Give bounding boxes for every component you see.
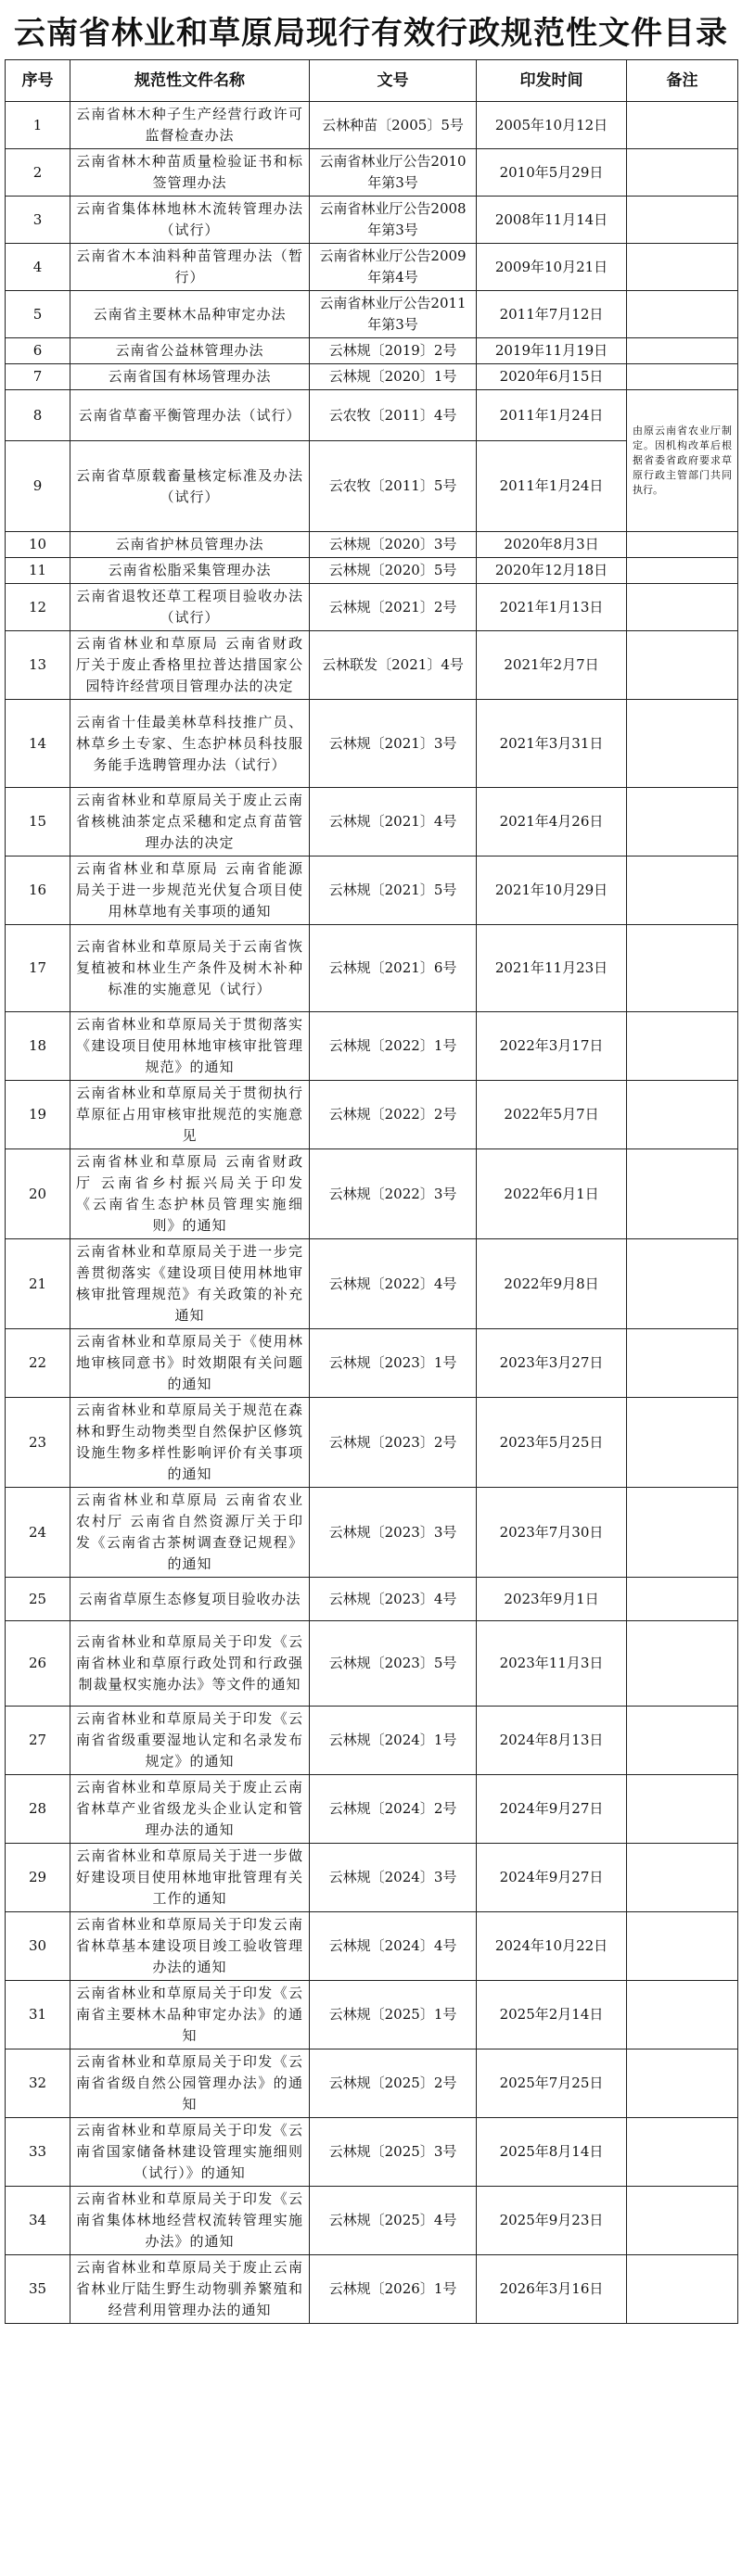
page-title: 云南省林业和草原局现行有效行政规范性文件目录 [14,14,728,52]
cell-issue-date: 2019年11月19日 [477,338,627,364]
cell-issue-date: 2026年3月16日 [477,2255,627,2324]
cell-seq: 2 [6,149,70,197]
cell-seq: 23 [6,1398,70,1488]
cell-name: 云南省主要林木品种审定办法 [70,291,310,338]
table-row [6,584,738,631]
cell-remark [627,857,738,925]
table-row [6,1012,738,1081]
cell-name: 云南省林业和草原局关于废止云南省核桃油茶定点采穗和定点育苗管理办法的决定 [70,788,310,857]
cell-doc-number: 云林规〔2021〕2号 [310,584,477,631]
cell-doc-number: 云农牧〔2011〕5号 [310,441,477,532]
cell-seq: 19 [6,1081,70,1149]
cell-doc-number: 云林规〔2022〕2号 [310,1081,477,1149]
table-row [6,1081,738,1149]
cell-name: 云南省林业和草原局关于印发《云南省主要林木品种审定办法》的通知 [70,1981,310,2049]
cell-seq: 22 [6,1329,70,1398]
cell-issue-date: 2025年8月14日 [477,2118,627,2187]
cell-issue-date: 2024年10月22日 [477,1912,627,1981]
cell-name: 云南省林业和草原局 云南省能源局关于进一步规范光伏复合项目使用林草地有关事项的通知 [70,857,310,925]
table-body [6,102,738,2324]
cell-doc-number: 云林规〔2021〕5号 [310,857,477,925]
cell-remark [627,102,738,149]
cell-name: 云南省集体林地林木流转管理办法（试行） [70,197,310,244]
cell-doc-number: 云林规〔2020〕1号 [310,364,477,390]
cell-seq: 26 [6,1621,70,1707]
cell-issue-date: 2008年11月14日 [477,197,627,244]
cell-issue-date: 2022年9月8日 [477,1239,627,1329]
cell-remark [627,532,738,558]
cell-issue-date: 2021年3月31日 [477,700,627,788]
cell-seq: 34 [6,2187,70,2255]
cell-doc-number: 云林规〔2025〕3号 [310,2118,477,2187]
cell-remark [627,364,738,390]
cell-remark [627,1707,738,1775]
cell-name: 云南省林业和草原局关于贯彻落实《建设项目使用林地审核审批管理规范》的通知 [70,1012,310,1081]
cell-remark [627,700,738,788]
table-row [6,291,738,338]
cell-name: 云南省十佳最美林草科技推广员、林草乡土专家、生态护林员科技服务能手选聘管理办法（试行） [70,700,310,788]
cell-issue-date: 2021年2月7日 [477,631,627,700]
cell-issue-date: 2020年6月15日 [477,364,627,390]
table-row [6,2049,738,2118]
cell-doc-number: 云南省林业厅公告2010年第3号 [310,149,477,197]
cell-seq: 11 [6,558,70,584]
cell-name: 云南省林业和草原局 云南省农业农村厅 云南省自然资源厅关于印发《云南省古茶树调查登记规程》的通知 [70,1488,310,1578]
cell-doc-number: 云林规〔2023〕2号 [310,1398,477,1488]
cell-seq: 8 [6,390,70,441]
cell-issue-date: 2011年7月12日 [477,291,627,338]
cell-doc-number: 云南省林业厅公告2008年第3号 [310,197,477,244]
cell-name: 云南省林业和草原局关于印发《云南省国家储备林建设管理实施细则（试行）》的通知 [70,2118,310,2187]
cell-seq: 17 [6,925,70,1012]
cell-remark [627,2049,738,2118]
cell-name: 云南省护林员管理办法 [70,532,310,558]
cell-doc-number: 云林规〔2024〕2号 [310,1775,477,1844]
cell-name: 云南省林业和草原局关于《使用林地审核同意书》时效期限有关问题的通知 [70,1329,310,1398]
table-row [6,1912,738,1981]
cell-doc-number: 云林规〔2023〕5号 [310,1621,477,1707]
cell-issue-date: 2009年10月21日 [477,244,627,291]
cell-seq: 33 [6,2118,70,2187]
cell-seq: 25 [6,1578,70,1621]
cell-seq: 12 [6,584,70,631]
cell-remark [627,1398,738,1488]
cell-seq: 4 [6,244,70,291]
cell-doc-number: 云农牧〔2011〕4号 [310,390,477,441]
cell-name: 云南省林业和草原局关于印发《云南省林业和草原行政处罚和行政强制裁量权实施办法》等文件的通知 [70,1621,310,1707]
cell-seq: 21 [6,1239,70,1329]
cell-issue-date: 2023年11月3日 [477,1621,627,1707]
cell-doc-number: 云林联发〔2021〕4号 [310,631,477,700]
cell-issue-date: 2020年12月18日 [477,558,627,584]
cell-seq: 35 [6,2255,70,2324]
cell-doc-number: 云林规〔2021〕6号 [310,925,477,1012]
cell-name: 云南省草原生态修复项目验收办法 [70,1578,310,1621]
header-issue-date: 印发时间 [477,60,627,102]
cell-name: 云南省林业和草原局关于进一步做好建设项目使用林地审批管理有关工作的通知 [70,1844,310,1912]
cell-remark [627,1012,738,1081]
table-header-row [6,60,738,102]
cell-issue-date: 2022年3月17日 [477,1012,627,1081]
cell-issue-date: 2023年9月1日 [477,1578,627,1621]
table-row [6,700,738,788]
table-row [6,558,738,584]
cell-remark [627,1488,738,1578]
cell-remark [627,1981,738,2049]
table-row [6,102,738,149]
cell-remark [627,1329,738,1398]
cell-doc-number: 云林规〔2026〕1号 [310,2255,477,2324]
cell-remark: 由原云南省农业厅制定。因机构改革后根据省委省政府要求草原行政主管部门共同执行。 [627,390,738,532]
cell-remark [627,788,738,857]
cell-name: 云南省林业和草原局关于废止云南省林草产业省级龙头企业认定和管理办法的通知 [70,1775,310,1844]
cell-name: 云南省草原载畜量核定标准及办法（试行） [70,441,310,532]
cell-name: 云南省林业和草原局关于贯彻执行草原征占用审核审批规范的实施意见 [70,1081,310,1149]
cell-name: 云南省林业和草原局关于印发《云南省省级自然公园管理办法》的通知 [70,2049,310,2118]
cell-doc-number: 云林规〔2020〕5号 [310,558,477,584]
cell-remark [627,244,738,291]
cell-issue-date: 2022年5月7日 [477,1081,627,1149]
cell-name: 云南省林业和草原局关于规范在森林和野生动物类型自然保护区修筑设施生物多样性影响评价有关事项的通知 [70,1398,310,1488]
cell-name: 云南省木本油料种苗管理办法（暂行） [70,244,310,291]
cell-remark [627,1621,738,1707]
cell-doc-number: 云林规〔2025〕4号 [310,2187,477,2255]
header-name: 规范性文件名称 [70,60,310,102]
cell-seq: 20 [6,1149,70,1239]
cell-name: 云南省林业和草原局关于废止云南省林业厅陆生野生动物驯养繁殖和经营利用管理办法的通知 [70,2255,310,2324]
cell-doc-number: 云林规〔2021〕3号 [310,700,477,788]
cell-remark [627,2255,738,2324]
header-doc-number: 文号 [310,60,477,102]
cell-seq: 10 [6,532,70,558]
table-row [6,1578,738,1621]
cell-issue-date: 2024年9月27日 [477,1775,627,1844]
table-row [6,1621,738,1707]
table-row [6,390,738,441]
table-row [6,1707,738,1775]
cell-seq: 16 [6,857,70,925]
cell-issue-date: 2025年7月25日 [477,2049,627,2118]
table-row [6,1981,738,2049]
cell-remark [627,2187,738,2255]
cell-issue-date: 2010年5月29日 [477,149,627,197]
cell-issue-date: 2021年1月13日 [477,584,627,631]
table-row [6,1844,738,1912]
cell-name: 云南省林业和草原局关于进一步完善贯彻落实《建设项目使用林地审核审批管理规范》有关政策的补充通知 [70,1239,310,1329]
cell-seq: 3 [6,197,70,244]
cell-issue-date: 2023年5月25日 [477,1398,627,1488]
table-row [6,149,738,197]
regulations-table [5,59,738,2324]
cell-remark [627,631,738,700]
cell-doc-number: 云林种苗〔2005〕5号 [310,102,477,149]
table-row [6,1398,738,1488]
cell-doc-number: 云林规〔2022〕1号 [310,1012,477,1081]
cell-seq: 1 [6,102,70,149]
cell-remark [627,925,738,1012]
cell-doc-number: 云林规〔2022〕3号 [310,1149,477,1239]
cell-name: 云南省林业和草原局关于印发云南省林草基本建设项目竣工验收管理办法的通知 [70,1912,310,1981]
cell-doc-number: 云林规〔2023〕1号 [310,1329,477,1398]
table-row [6,1488,738,1578]
cell-seq: 18 [6,1012,70,1081]
cell-name: 云南省林业和草原局 云南省财政厅 云南省乡村振兴局关于印发《云南省生态护林员管理实施细则》的通知 [70,1149,310,1239]
table-row [6,857,738,925]
cell-issue-date: 2025年9月23日 [477,2187,627,2255]
cell-seq: 6 [6,338,70,364]
cell-remark [627,149,738,197]
cell-issue-date: 2022年6月1日 [477,1149,627,1239]
table-row [6,2118,738,2187]
cell-remark [627,584,738,631]
cell-name: 云南省松脂采集管理办法 [70,558,310,584]
table-row [6,1239,738,1329]
table-row [6,788,738,857]
cell-seq: 32 [6,2049,70,2118]
cell-seq: 27 [6,1707,70,1775]
cell-name: 云南省林木种子生产经营行政许可监督检查办法 [70,102,310,149]
table-row [6,925,738,1012]
cell-issue-date: 2021年4月26日 [477,788,627,857]
cell-remark [627,1081,738,1149]
cell-doc-number: 云南省林业厅公告2009年第4号 [310,244,477,291]
table-row [6,338,738,364]
cell-doc-number: 云南省林业厅公告2011年第3号 [310,291,477,338]
cell-issue-date: 2011年1月24日 [477,441,627,532]
cell-remark [627,1149,738,1239]
cell-seq: 14 [6,700,70,788]
cell-seq: 24 [6,1488,70,1578]
cell-doc-number: 云林规〔2023〕3号 [310,1488,477,1578]
cell-issue-date: 2023年3月27日 [477,1329,627,1398]
cell-remark [627,558,738,584]
cell-name: 云南省退牧还草工程项目验收办法（试行） [70,584,310,631]
cell-doc-number: 云林规〔2024〕3号 [310,1844,477,1912]
cell-name: 云南省林业和草原局关于印发《云南省集体林地经营权流转管理实施办法》的通知 [70,2187,310,2255]
cell-remark [627,2118,738,2187]
cell-remark [627,1912,738,1981]
cell-doc-number: 云林规〔2022〕4号 [310,1239,477,1329]
cell-issue-date: 2011年1月24日 [477,390,627,441]
cell-remark [627,1578,738,1621]
table-row [6,2187,738,2255]
cell-issue-date: 2021年10月29日 [477,857,627,925]
cell-name: 云南省公益林管理办法 [70,338,310,364]
cell-doc-number: 云林规〔2023〕4号 [310,1578,477,1621]
table-row [6,631,738,700]
table-row [6,532,738,558]
cell-seq: 31 [6,1981,70,2049]
table-row [6,1329,738,1398]
cell-issue-date: 2023年7月30日 [477,1488,627,1578]
cell-doc-number: 云林规〔2021〕4号 [310,788,477,857]
table-row [6,244,738,291]
cell-issue-date: 2020年8月3日 [477,532,627,558]
cell-issue-date: 2024年8月13日 [477,1707,627,1775]
cell-remark [627,338,738,364]
table-row [6,2255,738,2324]
cell-name: 云南省林业和草原局 云南省财政厅关于废止香格里拉普达措国家公园特许经营项目管理办法的决定 [70,631,310,700]
cell-seq: 28 [6,1775,70,1844]
cell-doc-number: 云林规〔2020〕3号 [310,532,477,558]
cell-remark [627,1239,738,1329]
cell-seq: 13 [6,631,70,700]
cell-seq: 5 [6,291,70,338]
cell-name: 云南省林木种苗质量检验证书和标签管理办法 [70,149,310,197]
cell-remark [627,197,738,244]
cell-remark [627,1775,738,1844]
cell-name: 云南省草畜平衡管理办法（试行） [70,390,310,441]
cell-issue-date: 2021年11月23日 [477,925,627,1012]
cell-issue-date: 2024年9月27日 [477,1844,627,1912]
cell-doc-number: 云林规〔2025〕1号 [310,1981,477,2049]
cell-doc-number: 云林规〔2024〕4号 [310,1912,477,1981]
cell-doc-number: 云林规〔2024〕1号 [310,1707,477,1775]
table-row [6,1149,738,1239]
cell-remark [627,1844,738,1912]
cell-doc-number: 云林规〔2025〕2号 [310,2049,477,2118]
table-row [6,1775,738,1844]
table-row [6,364,738,390]
cell-seq: 7 [6,364,70,390]
header-seq: 序号 [6,60,70,102]
cell-name: 云南省林业和草原局关于云南省恢复植被和林业生产条件及树木补种标准的实施意见（试行） [70,925,310,1012]
cell-seq: 9 [6,441,70,532]
cell-remark [627,291,738,338]
cell-seq: 30 [6,1912,70,1981]
cell-doc-number: 云林规〔2019〕2号 [310,338,477,364]
cell-seq: 15 [6,788,70,857]
cell-name: 云南省林业和草原局关于印发《云南省省级重要湿地认定和名录发布规定》的通知 [70,1707,310,1775]
header-remark: 备注 [627,60,738,102]
cell-seq: 29 [6,1844,70,1912]
cell-name: 云南省国有林场管理办法 [70,364,310,390]
cell-issue-date: 2025年2月14日 [477,1981,627,2049]
table-row [6,197,738,244]
cell-issue-date: 2005年10月12日 [477,102,627,149]
